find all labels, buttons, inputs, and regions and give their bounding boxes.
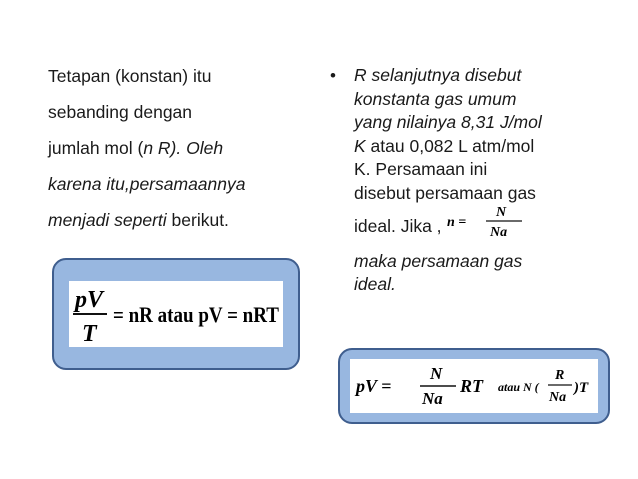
ideal-gas-formula-left	[69, 281, 283, 347]
left-line-5-italic: menjadi seperti	[48, 210, 167, 230]
formula-rest: = nR atau pV = nRT	[113, 302, 280, 327]
rf-den: Na	[422, 389, 443, 408]
inline-den: Na	[489, 225, 507, 240]
right-formula-card	[350, 359, 598, 413]
left-paragraph	[48, 58, 308, 238]
rf-atau: atau N (	[498, 380, 539, 394]
right-line-7	[354, 205, 612, 250]
left-line-3-normal: jumlah mol (	[48, 138, 144, 158]
right-line-8: maka persamaan gas	[354, 250, 523, 271]
inline-n-formula	[446, 202, 526, 247]
left-line-1: Tetapan (konstan) itu	[48, 66, 212, 86]
right-body	[354, 64, 612, 297]
right-line-4-italic: K	[354, 135, 366, 156]
rf-end: )T	[574, 380, 589, 396]
formula-den-t: T	[82, 321, 97, 347]
right-line-9: ideal.	[354, 274, 396, 294]
jika-label: ideal. Jika ,	[354, 215, 442, 236]
formula-num-pv: pV	[75, 287, 104, 313]
left-line-5	[48, 202, 308, 238]
left-line-2: sebanding dengan	[48, 102, 193, 122]
rf-den2: Na	[549, 390, 567, 405]
inline-lhs: n =	[446, 215, 466, 230]
right-line-2: konstanta gas umum	[354, 88, 517, 109]
left-line-5-normal: berikut.	[166, 210, 229, 230]
inline-num: N	[495, 205, 506, 220]
left-line-3-italic: n R). Oleh	[143, 138, 224, 158]
right-line-3: yang nilainya 8,31 J/mol	[354, 112, 542, 132]
rf-num: N	[430, 364, 443, 383]
right-line-4-normal: atau 0,082 L atm/mol	[365, 135, 535, 156]
right-line-5: K. Persamaan ini	[354, 159, 488, 179]
rf-num2: R	[555, 368, 565, 383]
ideal-gas-formula-right	[350, 359, 598, 413]
left-formula-card	[69, 281, 283, 347]
right-line-1: R selanjutnya disebut	[354, 65, 522, 85]
right-formula-box	[338, 348, 610, 424]
rf-lhs: pV =	[356, 376, 392, 396]
rf-rt: RT	[460, 376, 484, 396]
n-equals-formula	[446, 202, 526, 240]
left-line-3	[48, 130, 308, 166]
left-formula-box	[52, 258, 300, 370]
bullet-point: •	[330, 66, 336, 85]
right-line-6: disebut persamaan gas	[354, 182, 536, 203]
left-line-4: karena itu,persamaannya	[48, 174, 246, 194]
right-line-4	[354, 135, 612, 159]
